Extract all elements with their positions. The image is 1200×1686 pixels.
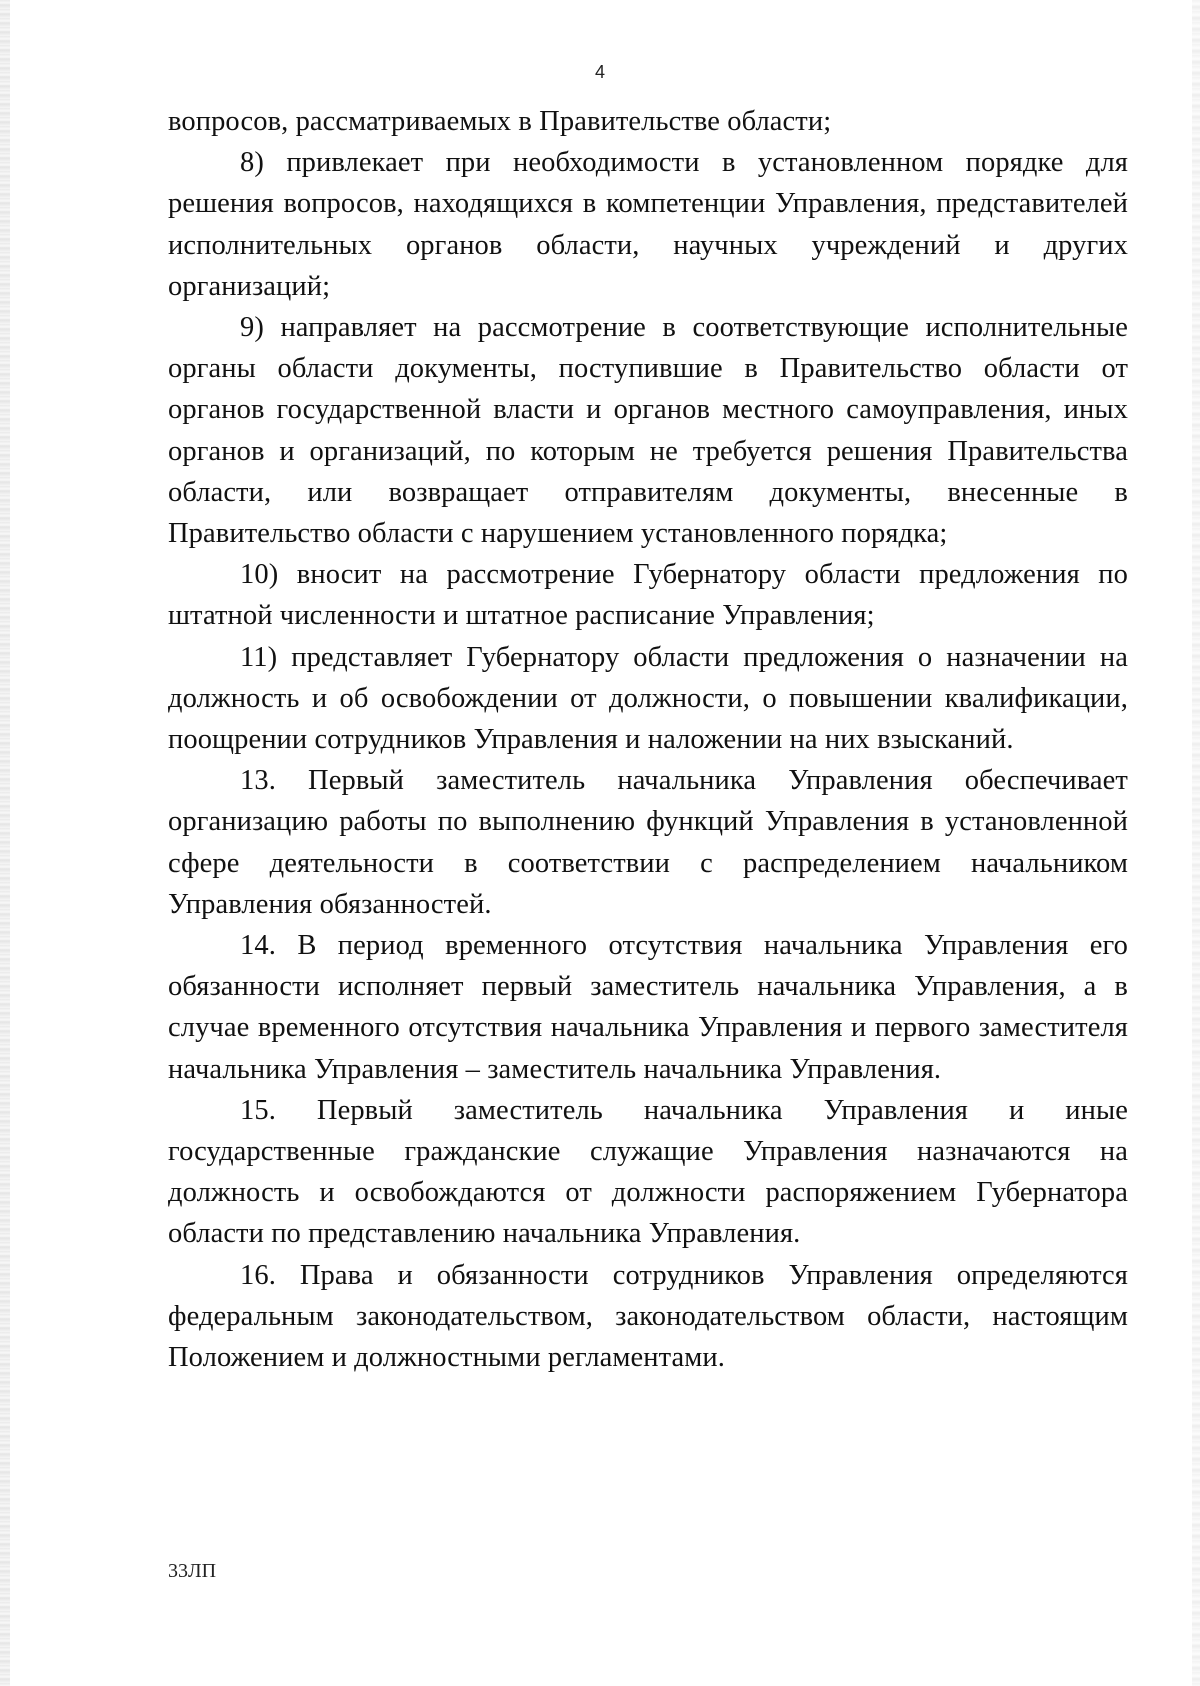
paragraph-section-16: 16. Права и обязанности сотрудников Управления определяются федеральным законодательством, законодательством области, настоящим Положением и должностными регламентами.	[168, 1259, 1128, 1374]
document-body	[168, 101, 1128, 1378]
page-number: 4	[594, 62, 605, 82]
paragraph-item-8: 8) привлекает при необходимости в установленном порядке для решения вопросов, находящихся в компетенции Управления, представителей исполнительных органов области, научных учреждений и других организаций;	[168, 147, 1128, 302]
paragraph-item-11: 11) представляет Губернатору области предложения о назначении на должность и об освобождении от должности, о повышении квалификации, поощрении сотрудников Управления и наложении на них взысканий.	[168, 641, 1128, 756]
paragraph-item-9: 9) направляет на рассмотрение в соответствующие исполнительные органы области документы, поступившие в Правительство области от органов государственной власти и органов местного самоуправления, иных органов и организаций, по которым не требуется решения Правительства области, или возвращает отправителям документы, внесенные в Правительство области с нарушением установленного порядка;	[168, 312, 1128, 550]
paragraph-item-10: 10) вносит на рассмотрение Губернатору области предложения по штатной численности и штатное расписание Управления;	[168, 559, 1128, 632]
paragraph-continuation: вопросов, рассматриваемых в Правительстве области;	[168, 106, 832, 137]
paragraph-section-13: 13. Первый заместитель начальника Управления обеспечивает организацию работы по выполнению функций Управления в установленной сфере деятельности в соответствии с распределением начальником Управления обязанностей.	[168, 765, 1128, 920]
footer-document-code: 33ЛП	[168, 1560, 217, 1582]
paragraph-section-15: 15. Первый заместитель начальника Управления и иные государственные гражданские служащие Управления назначаются на должность и освобождаются от должности распоряжением Губернатора области по представлению начальника Управления.	[168, 1094, 1128, 1250]
scan-edge-right	[1192, 0, 1200, 1686]
paragraph-section-14: 14. В период временного отсутствия начальника Управления его обязанности исполняет первый заместитель начальника Управления, а в случае временного отсутствия начальника Управления и первого заместителя начальника Управления – заместитель начальника Управления.	[168, 930, 1128, 1085]
scan-edge-left	[0, 0, 10, 1686]
